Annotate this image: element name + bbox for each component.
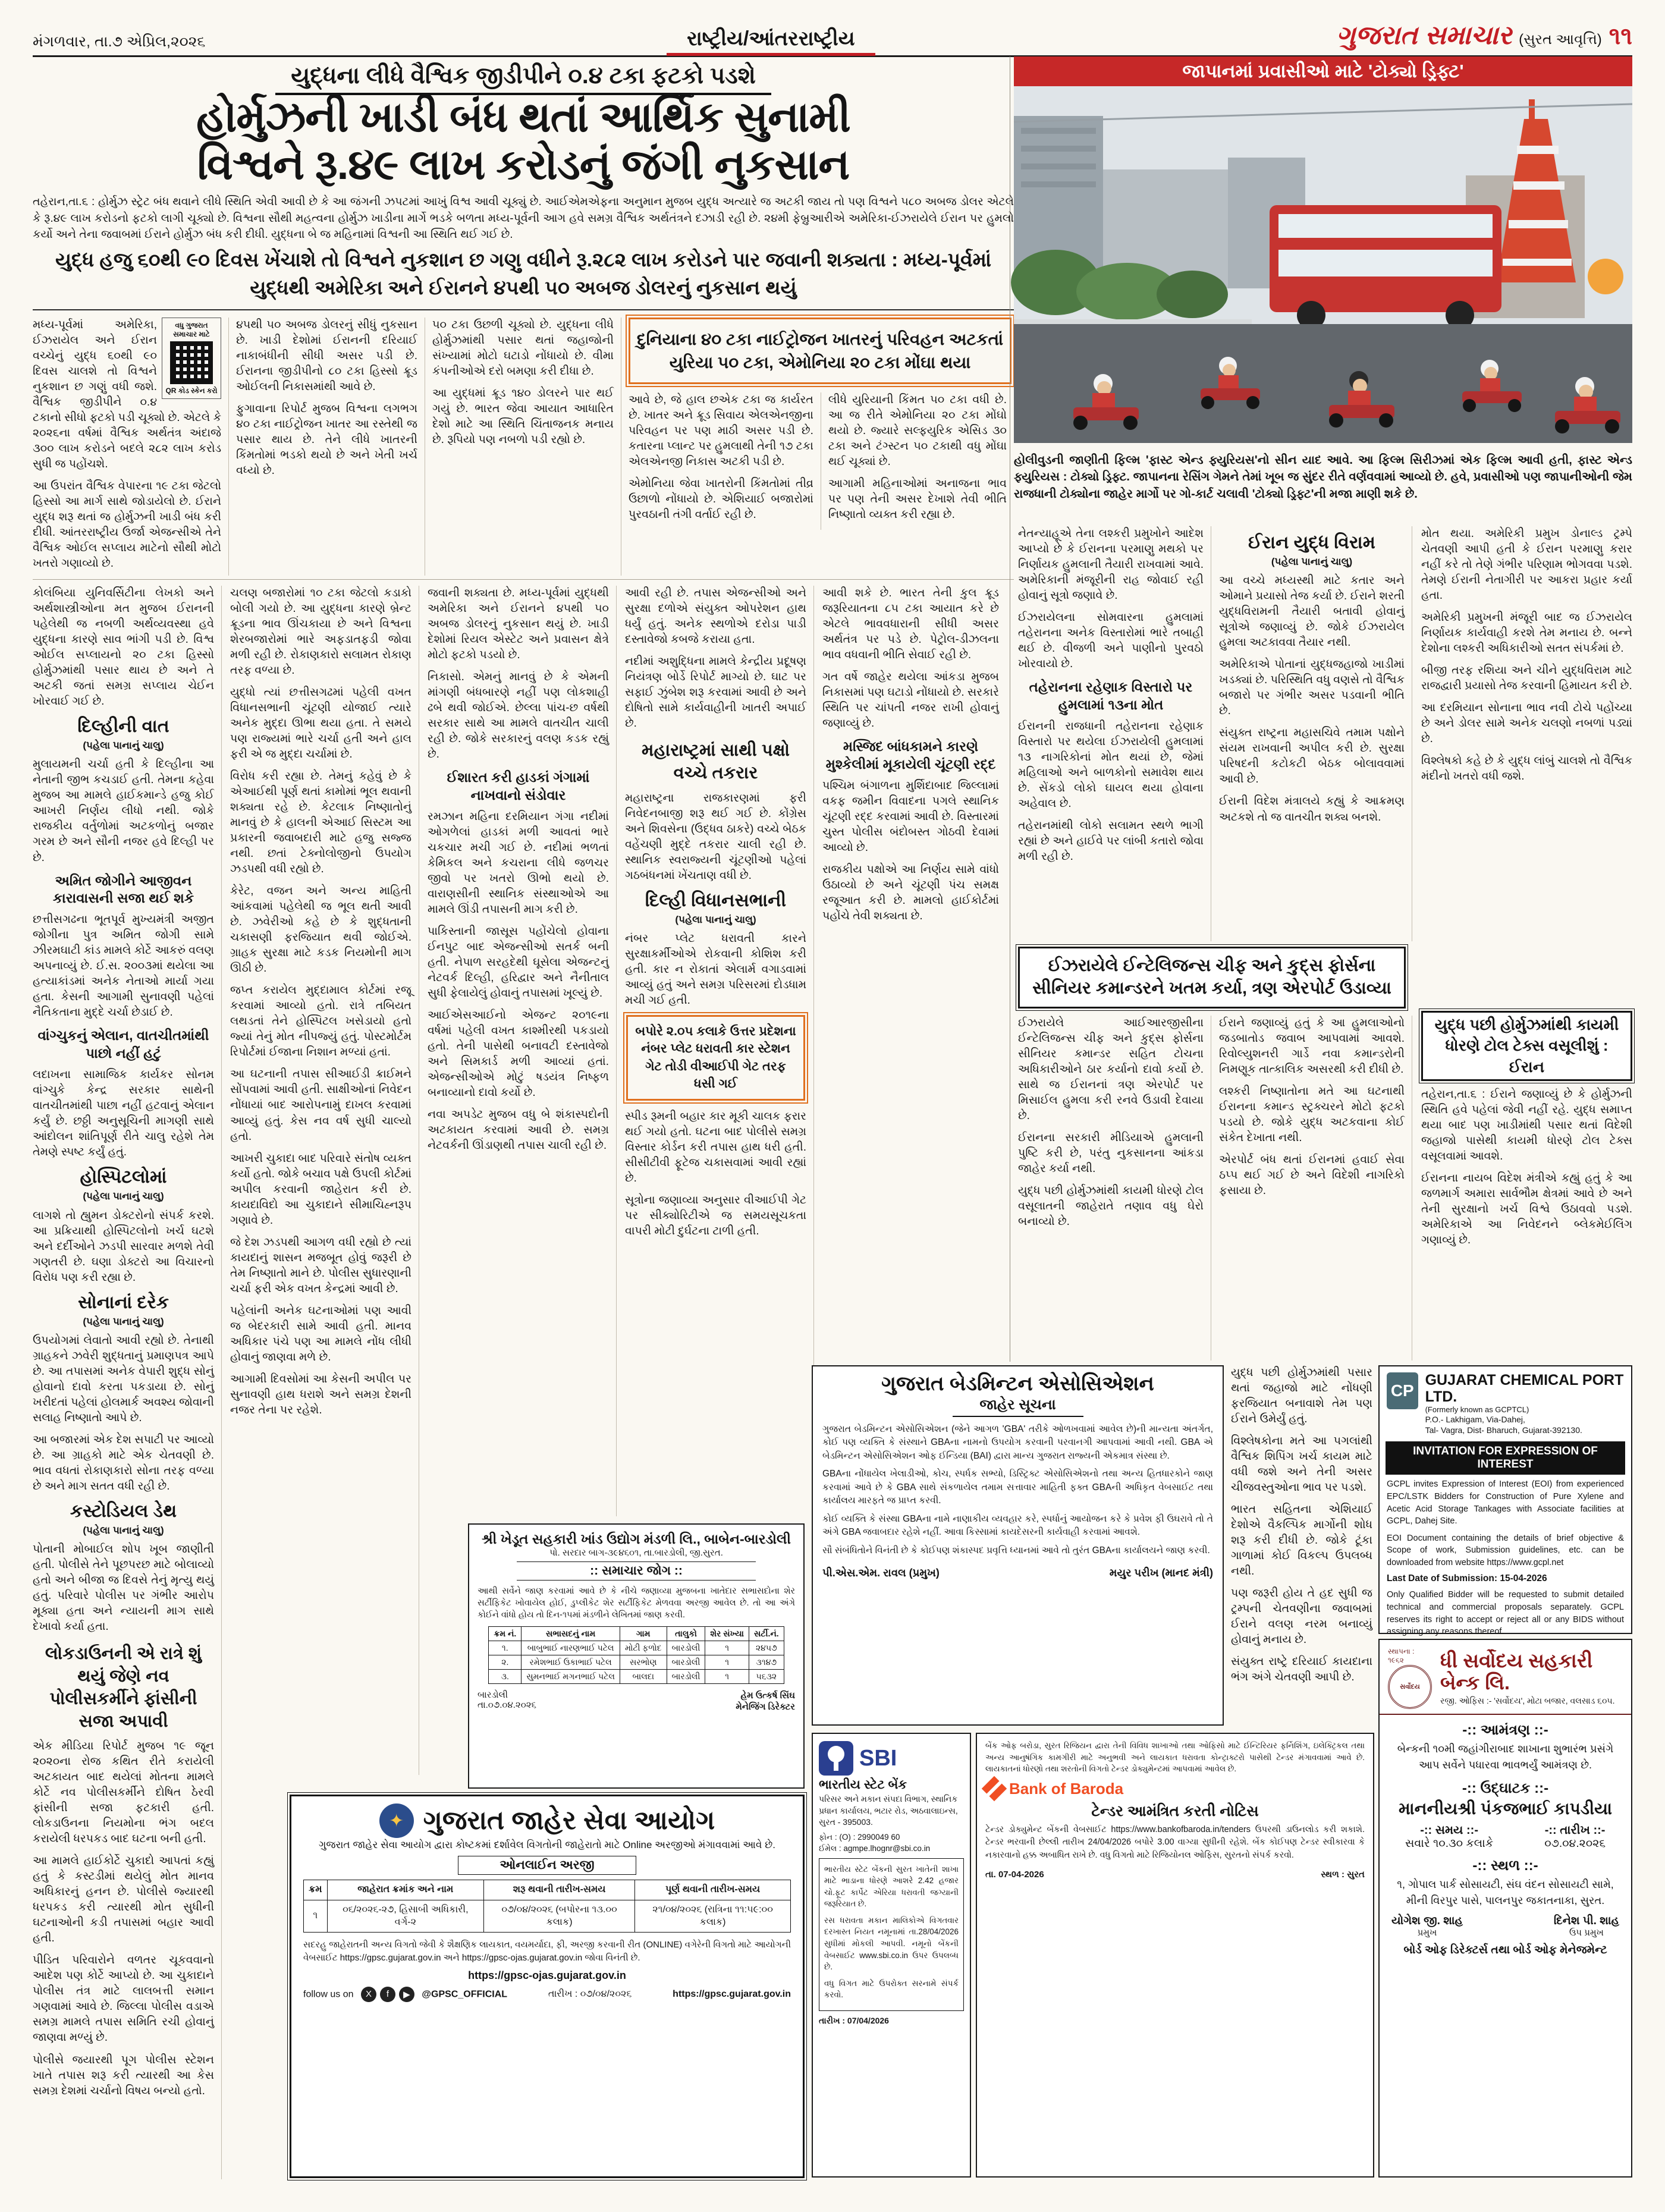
article-paragraph: પીડિત પરિવારોને વળતર ચૂકવવાનો આદેશ પણ કોર્ટે આપ્યો છે. આ ચુકાદાને પોલીસ તંત્ર માટે લાલબત્તી સમાન ગણવામાં આવે છે. જિલ્લા પોલીસ વડાએ સમગ્ર મામલે તપાસ સમિતિ રચી હોવાનું જાણવા મળ્યું છે.	[33, 1954, 214, 2044]
gcpl-eoi-bar: INVITATION FOR EXPRESSION OF INTEREST	[1386, 1441, 1625, 1475]
article-paragraph: સંયુક્ત રાષ્ટ્રના મહાસચિવે તમામ પક્ષોને સંયમ રાખવાની અપીલ કરી છે. સુરક્ષા પરિષદની કટોકટી બેઠક બોલાવવામાં આવી છે.	[1219, 727, 1405, 786]
article-paragraph: નંબર પ્લેટ ધરાવતી કારને સુરક્ષાકર્મીઓએ રોકવાની કોશિશ કરી હતી. કાર ન રોકાતાં એલાર્મ વગાડવામાં આવ્યું હતું અને સમગ્ર પરિસરમાં દોડધામ મચી ગઈ હતી.	[625, 932, 806, 1007]
israel-strike-column-1	[1018, 1016, 1211, 1360]
table-header: સભાસદનું નામ	[522, 1626, 620, 1641]
gpsc-date: તારીખ : ૦૭/૦૪/૨૦૨૬	[548, 1988, 632, 1999]
sarvodaya-president-name: યોગેશ જી. શાહ	[1391, 1915, 1463, 1927]
continued-from-front-label: (પહેલા પાનાનું ચાલુ)	[83, 1315, 164, 1327]
sarvodaya-vice-president-role: ઉપ પ્રમુખ	[1569, 1928, 1604, 1938]
sbi-bank-name: ભારતીય સ્ટેટ બેંક	[819, 1778, 907, 1792]
table-cell: બારડોલી	[667, 1669, 705, 1683]
article-paragraph: છત્તીસગઢના ભૂતપૂર્વ મુખ્યમંત્રી અજીત જોગીના પુત્ર અમિત જોગી સામે ઝીરમઘાટી કાંડ મામલે કોર્ટે આકરું વલણ અપનાવ્યું છે. ઈ.સ. ૨૦૦૩માં થયેલા આ હત્યાકાંડમાં અનેક નેતાઓ માર્યા ગયા હતા. કેસની આગામી સુનાવણી પહેલાં નૈતિકતાના મુદ્દે ચર્ચા છેડાઈ છે.	[33, 913, 214, 1019]
table-cell: ૦૭/૦૪/૨૦૨૬ (બપોરના ૧૩.૦૦ કલાક)	[484, 1900, 635, 1933]
article-paragraph: ચલણ બજારોમાં ૧૦ ટકા જેટલો કડાકો બોલી ગયો છે. આ યુદ્ધના કારણે બ્રેન્ટ ક્રૂડના ભાવ ઊંચકાયા છે અને વિશ્વના શેરબજારોમાં ભારે અફડાતફડી જોવા મળી રહી છે. રોકાણકારો સલામત રોકાણ તરફ વળ્યા છે.	[230, 587, 411, 677]
article-paragraph: આ ઘટનાની તપાસ સીઆઈડી ક્રાઈમને સોંપવામાં આવી હતી. સાક્ષીઓનાં નિવેદન નોંધાયાં બાદ આરોપનામું દાખલ કરવામાં આવ્યું હતું. કેસ નવ વર્ષ સુધી ચાલ્યો હતો.	[230, 1068, 411, 1143]
bob-place: સ્થળ : સુરત	[1321, 1869, 1365, 1880]
article-paragraph: પોલીસે જયારથી પૂગ પોલીસ સ્ટેશન ખાતે તપાસ શરૂ કરી ત્યારથી આ કેસ સમગ્ર દેશમાં ચર્ચાનો વિષય બન્યો હતો.	[33, 2053, 214, 2097]
right-column-a	[1018, 526, 1211, 941]
article-paragraph: લશ્કરી નિષ્ણાતોના મતે આ ઘટનાથી ઈરાનના કમાન્ડ સ્ટ્રક્ચરને મોટો ફટકો પડયો છે. જોકે યુદ્ધ અટકવાના કોઈ સંકેત દેખાતા નથી.	[1219, 1085, 1405, 1145]
article-paragraph: લીધે યુરિયાની કિંમત ૫૦ ટકા વધી છે. આ જ રીતે એમોનિયા ૨૦ ટકા મોંઘો થયો છે. જ્યારે સલ્ફયુરિક એસિડ ૩૦ ટકા અને ટંગ્સ્ટન ૫૦ ટકાથી વધુ મોંઘા થઈ ચૂક્યાં છે.	[828, 394, 1007, 469]
table-cell: ૩.	[489, 1669, 522, 1683]
right-column-b	[1219, 526, 1412, 941]
sugar-place: બારડોલી	[477, 1689, 508, 1700]
continued-from-front-label: (પહેલા પાનાનું ચાલુ)	[83, 740, 164, 752]
sarvodaya-invitation-heading: -:: આમંત્રણ ::-	[1462, 1722, 1548, 1738]
facebook-icon: f	[380, 1987, 395, 2002]
gcpl-last-date: Last Date of Submission: 15-04-2026	[1387, 1573, 1547, 1584]
article-paragraph: નેતન્યાહૂએ તેના લશ્કરી પ્રમુખોને આદેશ આપ્યો છે કે ઈરાનના પરમાણુ મથકો પર નિર્ણાયક હુમલાની તૈયારી રાખવામાં આવે. અમેરિકાની મંજૂરીની રાહ જોવાઈ રહી હોવાનું સૂત્રો જણાવે છે.	[1018, 527, 1204, 602]
article-paragraph: વિશ્લેષકો કહે છે કે યુદ્ધ લાંબું ચાલશે તો વૈશ્વિક મંદીનો ખતરો વધી જશે.	[1421, 755, 1632, 783]
gcpl-paragraph-3: Only Qualified Bidder will be requested to submit detailed technical and commercial proposals separately. GCPL reserves its right to accept or reject all or any BIDS without assigning any reasons thereof.	[1387, 1590, 1624, 1637]
article-paragraph: જપ્ત કરાયેલ મુદ્દામાલ કોર્ટમાં રજૂ કરવામાં આવ્યો હતો. રાત્રે તબિયત લથડતાં તેને હોસ્પિટલ ખસેડાયો હતો જ્યાં તેનું મોત નીપજ્યું હતું. પોસ્ટમોર્ટમ રિપોર્ટમાં ઈજાના નિશાન મળ્યાં હતાં.	[230, 984, 411, 1059]
ad-paragraph: કોઈ વ્યક્તિ કે સંસ્થા GBAના નામે નાણાકીય વ્યવહાર કરે, સ્પર્ધાનું આયોજન કરે કે પ્રવેશ ફી ઉઘરાવે તો તે અંગે GBA જવાબદાર રહેશે નહીં. આવા કિસ્સામાં કાયદેસરની કાર્યવાહી કરવામાં આવશે.	[822, 1513, 1213, 1538]
article-paragraph: કેરેટ, વજન અને અન્ય માહિતી આંકવામાં પહેલેથી જ ભૂલ થતી આવી છે. ઝવેરીઓ કહે છે કે શુદ્ધતાની ચકાસણી ફરજિયાત થવી જોઈએ. ગ્રાહક સુરક્ષા માટે કડક નિયમોની માગ ઊઠી છે.	[230, 885, 411, 975]
table-header: જાહેરાત ક્રમાંક અને નામ	[327, 1880, 483, 1900]
mid-column-1	[33, 586, 222, 2179]
article-paragraph: વિશ્લેષકોના મતે આ પગલાંથી વૈશ્વિક શિપિંગ ખર્ચ કાયમ માટે વધી જશે અને તેની અસર ચીજવસ્તુઓના ભાવ પર પડશે.	[1231, 1435, 1372, 1494]
table-cell: ૧	[705, 1641, 749, 1655]
article-paragraph: ઈરાને જણાવ્યું હતું કે આ હુમલાઓનો જડબાતોડ જવાબ આપવામાં આવશે. રિવોલ્યુશનરી ગાર્ડે નવા કમાન્ડરોની નિમણૂક તાત્કાલિક અસરથી કરી દીધી છે.	[1219, 1017, 1405, 1076]
sugar-notice-text: આથી સર્વેને જાણ કરવામાં આવે છે કે નીચે જણાવ્યા મુજબના ખાતેદાર સભાસદોના શેર સર્ટીફિકેટ ખોવાયેલ હોઈ, ડુપ્લીકેટ શેર સર્ટીફિકેટ મેળવવા અરજી આવેલ છે. તો આ અંગે કોઈને વાંધો હોય તો દિન-૧૫માં મંડળીને લેખિતમાં જાણ કરવી.	[477, 1586, 795, 1620]
sbi-notice-body	[819, 1858, 964, 2011]
continued-from-front-label: (પહેલા પાનાનું ચાલુ)	[83, 1190, 164, 1202]
badminton-sign-secretary: મયુર પરીખ (માનદ મંત્રી)	[1109, 1567, 1213, 1579]
ad-paragraph: GBAના નોંધાયેલ ખેલાડીઓ, કોચ, સ્પર્ધક સભ્યો, ડિસ્ટ્રિક્ટ એસોસિએશનો તથા અન્ય હિતધારકોને જાણ કરવામાં આવે છે કે GBA સાથે સંકળાયેલ તમામ સત્તાવાર માહિતી ફક્ત GBAની અધિકૃત વેબસાઈટ તથા કાર્યાલય મારફતે જ પ્રાપ્ત કરવી.	[822, 1469, 1213, 1506]
article-paragraph: ઉપયોગમાં લેવાતો આવી રહ્યો છે. તેનાથી ગ્રાહકને ઝવેરી શુદ્ધતાનું પ્રમાણપત્ર આપે છે. આ તપાસમાં અનેક વેપારી શુદ્ધ સોનું હોવાનો દાવો કરતા પકડાયા છે. સોનું ખરીદતાં પહેલાં હોલમાર્ક અવશ્ય જોવાની સલાહ નિષ્ણાતો આપે છે.	[33, 1334, 214, 1424]
article-paragraph: ઈરાનના નાયબ વિદેશ મંત્રીએ કહ્યું હતું કે આ જળમાર્ગ અમારા સાર્વભૌમ ક્ષેત્રમાં આવે છે અને તેની સુરક્ષાનો ખર્ચ વિશ્વે ઉઠાવવો પડશે. અમેરિકાએ આ નિવેદનને બ્લેકમેઈલિંગ ગણાવ્યું છે.	[1421, 1172, 1632, 1247]
table-cell: ૧	[304, 1900, 328, 1933]
table-cell: ૨૧/૦૪/૨૦૨૬ (રાત્રિના ૧૧:૫૯:૦૦ કલાક)	[635, 1900, 791, 1933]
gcpl-paragraph-1: GCPL invites Expression of Interest (EOI) from experienced EPC/LSTK Bidders for Construction of Pure Xylene and Acetic Acid Storage Tankages with Associate facilities at GCPL, Dahej Site.	[1387, 1479, 1624, 1526]
sarvodaya-date-value: ૦૭.૦૪.૨૦૨૬	[1544, 1837, 1606, 1850]
table-header: ક્રમ નં.	[489, 1626, 522, 1641]
table-header: પૂર્ણ થવાની તારીખ-સમય	[635, 1880, 791, 1900]
article-paragraph: વિરોધ કરી રહ્યા છે. તેમનું કહેવું છે કે એઆઈથી પૂર્ણ થતાં કામોમાં ભૂલ થવાની શક્યતા રહે છે. કેટલાક નિષ્ણાતોનું માનવું છે કે હાલની એઆઈ સિસ્ટમ આ પ્રકારની જવાબદારી માટે હજુ સજ્જ નથી. છતાં ટેક્નોલોજીનો ઉપયોગ ઝડપથી વધી રહ્યો છે.	[230, 770, 411, 876]
table-cell: બારડોલી	[667, 1655, 705, 1669]
sarvodaya-time-value: સવારે ૧૦.૩૦ કલાકે	[1405, 1837, 1494, 1850]
table-cell: બારડોલી	[667, 1641, 705, 1655]
sbi-department: પરિસર અને મકાન સંપદા વિભાગ, સ્થાનિક પ્રધાન કાર્યાલય, ભટાર રોડ, અઠવાલાઇન્સ, સુરત - 395003.	[819, 1794, 958, 1827]
article-paragraph: નવા અપડેટ મુજબ વધુ બે શંકાસ્પદોની અટકાયત કરવામાં આવી છે. સમગ્ર નેટવર્કની ઊંડાણથી તપાસ ચાલી રહી છે.	[428, 1108, 609, 1152]
article-heading: ઈરાન યુદ્ધ વિરામ	[1248, 533, 1375, 552]
badminton-title: ગુજરાત બેડમિન્ટન એસોસિએશન	[881, 1372, 1154, 1395]
article-paragraph: આ યુદ્ધમાં ક્રૂડ ૧૪૦ ડોલરને પાર થઈ ગયું છે. ભારત જેવા આયાત આધારિત દેશો માટે આ સ્થિતિ ચિંતાજનક મનાય છે. રૂપિયો પણ નબળો પડી રહ્યો છે.	[432, 387, 614, 447]
mid-column-2	[230, 586, 419, 1775]
ad-paragraph: રસ ધરાવતા મકાન માલિકોએ વિગતવાર દરખાસ્ત નિયત નમૂનામાં તા.28/04/2026 સુધીમાં મોકલી આપવી. નમૂનો બેંકની વેબસાઈટ www.sbi.co.in ઉપર ઉપલબ્ધ છે.	[824, 1915, 959, 1972]
article-paragraph: યુદ્ધ પછી હોર્મુઝમાંથી પસાર થતાં જહાજો માટે નોંધણી ફરજિયાત બનાવાશે તેમ પણ ઈરાને ઉમેર્યું હતું.	[1231, 1366, 1372, 1426]
page-number: ૧૧	[1609, 23, 1632, 49]
bob-date: તા. 07-04-2026	[985, 1869, 1044, 1880]
sbi-wordmark: SBI	[859, 1745, 897, 1771]
sarvodaya-venue-value: ૧, ગોપાલ પાર્ક સોસાયટી, સંઘ વંદન સોસાયટી સામે, મીની વિરપુર પાસે, પાલનપુર જકાતનાકા, સુરત.	[1397, 1878, 1614, 1906]
article-paragraph: જે દેશ ઝડપથી આગળ વધી રહ્યો છે ત્યાં કાયદાનું શાસન મજબૂત હોવું જરૂરી છે તેમ નિષ્ણાતો માને છે. પોલીસ સુધારણાની ચર્ચા ફરી એક વખત કેન્દ્રમાં આવી છે.	[230, 1236, 411, 1295]
ad-paragraph: સૌ સંબંધિતોને વિનંતી છે કે કોઈપણ શંકાસ્પદ પ્રવૃત્તિ ધ્યાનમાં આવે તો તુરંત GBAના કાર્યાલયને જાણ કરવી.	[822, 1545, 1210, 1556]
lead-headline-line1: હોર્મુઝની ખાડી બંધ થતાં આર્થિક સુનામી	[196, 94, 850, 141]
article-paragraph: પહેલાંની અનેક ઘટનાઓમાં પણ આવી જ બેદરકારી સામે આવી હતી. માનવ અધિકાર પંચે પણ આ મામલે નોંધ લીધી હોવાનું જાણવા મળે છે.	[230, 1304, 411, 1363]
badminton-sign-president: પી.એસ.એમ. રાવલ (પ્રમુખ)	[822, 1567, 940, 1579]
article-paragraph: પણ જરૂરી હોય તે હદ સુધી જ ટ્રમ્પની ચેતવણીના જવાબમાં ઈરાને વલણ નરમ બનાવ્યું હોવાનું મનાય છે.	[1231, 1587, 1372, 1647]
article-paragraph: નદીમાં અશુદ્ધિના મામલે કેન્દ્રીય પ્રદૂષણ નિયંત્રણ બોર્ડે રિપોર્ટ માગ્યો છે. ઘાટ પર સફાઈ ઝુંબેશ શરૂ કરવામાં આવી છે અને દોષિતો સામે કાર્યવાહીની ખાતરી અપાઈ છે.	[625, 655, 806, 730]
sugar-signatory-role: મેનેજિંગ ડિરેક્ટર	[736, 1702, 795, 1713]
sugar-signatory-name: હેમ ઉત્કર્ષ સિંઘ	[740, 1690, 795, 1701]
article-headline: મહારાષ્ટ્રમાં સાથી પક્ષો વચ્ચે તકરાર	[642, 741, 790, 783]
article-paragraph: તહેરાન,તા.૬ : ઈરાને જણાવ્યું છે કે હોર્મુઝની સ્થિતિ હવે પહેલાં જેવી નહીં રહે. યુદ્ધ સમાપ્ત થયા બાદ પણ ખાડીમાંથી પસાર થતાં વિદેશી જહાજો પાસેથી કાયમી ધોરણે ટોલ ટેક્સ વસૂલવામાં આવશે.	[1421, 1088, 1632, 1163]
gpsc-social-handle: @GPSC_OFFICIAL	[422, 1989, 508, 2000]
gcpl-ad	[1378, 1365, 1632, 1637]
table-cell: ૧.	[489, 1641, 522, 1655]
mid-column-4	[625, 586, 814, 1516]
bob-wordmark: Bank of Baroda	[1009, 1779, 1124, 1798]
lead-intro: તહેરાન,તા.૬ : હોર્મુઝ સ્ટ્રેટ બંધ થવાને લીધે સ્થિતિ એવી આવી છે કે આ જંગની ઝપટમાં આખું વિશ્વ આવી ચૂક્યું છે. આઈએમએફના અનુમાન મુજબ યુદ્ધ અત્યારે જ અટકી જાય તો પણ વિશ્વને ૫૮૦ અબજ ડોલર એટલે કે રૂ.૪૯ લાખ કરોડનો ફટકો લાગી ચૂક્યો છે. વિશ્વના સૌથી મહત્વના હોર્મુઝ ખાડીના માર્ગે ભડકે બળતા મધ્ય-પૂર્વની આગ હવે સમગ્ર વૈશ્વિક અર્થતંત્રને દઝાડી રહી છે. ૨૪મી ફેબ્રુઆરીએ અમેરિકા-ઈઝરાયેલે ઈરાન પર હુમલો કર્યો અને તેના જવાબમાં ઈરાને હોર્મુઝ બંધ કરી દીધી. યુદ્ધના બે જ મહિનામાં વિશ્વની આ સ્થિતિ થઈ ગઈ છે.	[33, 196, 1014, 241]
table-cell: ૩૧૪૭	[749, 1655, 784, 1669]
lead-column-4	[629, 392, 821, 529]
article-paragraph: પોતાની મોબાઈલ શોપ ખૂબ જાણીતી હતી. પોલીસે તેને પૂછપરછ માટે બોલાવ્યો હતો અને બીજા જ દિવસે તેનું મૃત્યુ થયું હતું. પરિવારે પોલીસ પર ગંભીર આરોપ મૂક્યા હતા અને ન્યાયની માગ સાથે દેખાવો કર્યા હતા.	[33, 1543, 214, 1633]
sarvodaya-established: સ્થાપના : ૧૯૬૨	[1388, 1647, 1415, 1664]
article-paragraph: એક મીડિયા રિપોર્ટ મુજબ ૧૯ જૂન ૨૦૨૦ના રોજ કથિત રીતે કરાયેલી અટકાયત બાદ થયેલાં મોતના મામલે કોર્ટે નવ પોલીસકર્મીને દોષિત ઠેરવી ફાંસીની સજા ફટકારી હતી. લોકડાઉનના નિયમોના ભંગ બદલ કરાયેલી ધરપકડ બાદ ઘટના બની હતી.	[33, 1740, 214, 1846]
article-paragraph: કોલંબિયા યુનિવર્સિટીના લેખકો અને અર્થશાસ્ત્રીઓના મત મુજબ ઈરાનની પહેલેથી જ નબળી અર્થવ્યવસ્થા હવે યુદ્ધના કારણે સાવ ભાંગી પડી છે. વિશ્વ ઓઈલ સપ્લાયનો ૨૦ ટકા હિસ્સો હોર્મુઝમાંથી પસાર થાય છે અને તે અટકી જતાં સમગ્ર સપ્લાય ચેઈન ખોરવાઈ ગઈ છે.	[33, 587, 214, 708]
lead-column-3	[425, 318, 621, 576]
article-paragraph: આવી શકે છે. ભારત તેની કુલ ક્રૂડ જરૂરિયાતના ૮૫ ટકા આયાત કરે છે એટલે ભાવવધારાની સીધી અસર અર્થતંત્ર પર પડે છે. પેટ્રોલ-ડીઝલના ભાવ વધવાની ભીતિ સેવાઈ રહી છે.	[822, 587, 999, 662]
article-paragraph: એરપોર્ટ બંધ થતાં ઈરાનમાં હવાઈ સેવા ઠપ્પ થઈ ગઈ છે અને વિદેશી નાગરિકો ફસાયા છે.	[1219, 1154, 1405, 1198]
article-paragraph: ગત વર્ષે જાહેર થયેલા આંકડા મુજબ નિકાસમાં પણ ઘટાડો નોંધાયો છે. સરકારે સ્થિતિ પર ચાંપતી નજર રાખી હોવાનું જણાવ્યું છે.	[822, 671, 999, 730]
gpsc-online-application-bar: ઓનલાઈન અરજી	[458, 1856, 636, 1875]
highlight-box: બપોરે ૨.૦૫ કલાકે ઉત્તર પ્રદેશના નંબર પ્લેટ ધરાવતી કાર સ્ટેશન ગેટ તોડી વીઆઈપી ગેટ તરફ ધસી ગઈ	[626, 1015, 805, 1101]
sarvodaya-bank-ad	[1378, 1639, 1632, 2178]
gpsc-note: સદરહુ જાહેરાતની અન્ય વિગતો જેવી કે શૈક્ષણિક લાયકાત, વયમર્યાદા, ફી, અરજી કરવાની રીત (ONLINE) વગેરેની વિગતો માટે આયોગની વેબસાઈટ https://gpsc.gujarat.gov.in અને https://gpsc-ojas.gujarat.gov.in જોવા વિનંતી છે.	[303, 1940, 791, 1963]
ad-paragraph: ભારતીય સ્ટેટ બેંકની સુરત ખાતેની શાખા માટે ભાડાના ધોરણે આશરે 2.42 હજાર ચો.ફૂટ કાર્પેટ એરિયા ધરાવતી જગ્યાની જરૂરિયાત છે.	[824, 1864, 959, 1909]
table-row	[304, 1900, 791, 1933]
article-paragraph: મહારાષ્ટ્રના રાજકારણમાં ફરી નિવેદનબાજી શરૂ થઈ ગઈ છે. કોંગ્રેસ અને શિવસેના (ઉદ્ધવ ઠાકરે) વચ્ચે બેઠક વહેંચણી મુદ્દે તકરાર ચાલી રહી છે. સ્થાનિક સ્વરાજ્યની ચૂંટણીઓ પહેલાં ગઠબંધનમાં ખેંચતાણ વધી છે.	[625, 791, 806, 882]
israel-strike-headline-box: ઈઝરાયેલે ઈન્ટેલિજન્સ ચીફ અને કુદ્સ ફોર્સના સીનિયર કમાન્ડરને ખતમ કર્યા, ત્રણ એરપોર્ટ ઉડાવ્યા	[1018, 947, 1406, 1008]
article-paragraph: ભારત સહિતના એશિયાઈ દેશોએ વૈકલ્પિક માર્ગોની શોધ શરૂ કરી દીધી છે. જોકે ટૂંકા ગાળામાં કોઈ વિકલ્પ ઉપલબ્ધ નથી.	[1231, 1503, 1372, 1578]
article-paragraph: જવાની શક્યતા છે. મધ્ય-પૂર્વમાં યુદ્ધથી અમેરિકા અને ઈરાનને ૪૫થી ૫૦ અબજ ડોલરનું નુકસાન થયું છે. ખાડી દેશોમાં રિયલ એસ્ટેટ અને પ્રવાસન ક્ષેત્રે મોટો ફટકો પડયો છે.	[428, 587, 609, 662]
sarvodaya-date-label: -:: તારીખ ::-	[1544, 1824, 1606, 1837]
gpsc-intro: ગુજરાત જાહેર સેવા આયોગ દ્વારા કોષ્ટકમાં દર્શાવેલ વિગતોની જાહેરાતો માટે Online અરજીઓ મંગાવવામાં આવે છે.	[318, 1839, 776, 1850]
gcpl-address-line2: Tal- Vagra, Dist- Bharuch, Gujarat-392130.	[1425, 1425, 1582, 1435]
sbi-date: તારીખ : 07/04/2026	[819, 2015, 889, 2025]
continued-from-front-label: (પહેલા પાનાનું ચાલુ)	[675, 913, 756, 925]
badminton-subtitle: જાહેર સૂચના	[953, 1397, 1083, 1417]
table-row	[489, 1655, 784, 1669]
article-paragraph: આગામી દિવસોમાં આ કેસની અપીલ પર સુનાવણી હાથ ધરાશે અને સમગ્ર દેશની નજર તેના પર રહેશે.	[230, 1372, 411, 1416]
table-header: તાલુકો	[667, 1626, 705, 1641]
article-paragraph: યુદ્ધો ત્યાં છત્તીસગઢમાં પહેલી વખત વિધાનસભાની ચૂંટણી યોજાઈ ત્યારે અનેક મુદ્દા ઊભા થયા હતા. તે સમયે પણ રાજ્યમાં ભારે ચર્ચા હતી અને હાલ ફરી એ જ મુદ્દા ચર્ચામાં છે.	[230, 686, 411, 761]
article-paragraph: આવે છે, જે હાલ છએક ટકા જ કાર્યરત છે. ખાતર અને ક્રૂડ સિવાય એલએનજીના પરિવહન પર પણ માઠી અસર પડી છે. કતારના પ્લાન્ટ પર હુમલાથી તેની ૧૭ ટકા એલએનજી નિકાસ અટકી પડી છે.	[629, 394, 813, 469]
israel-strike-column-2	[1219, 1016, 1412, 1360]
toll-tax-column	[1421, 1087, 1632, 1360]
gpsc-advert-table	[303, 1880, 791, 1933]
table-header: શેર સંખ્યા	[705, 1626, 749, 1641]
table-header: સર્ટી.નં.	[749, 1626, 784, 1641]
article-paragraph: મુલાયમની ચર્ચા હતી કે દિલ્હીના આ નેતાની જીભ કચડાઈ હતી. તેમના કહેવા મુજબ આ મામલે હાઈકમાન્ડે હજુ કોઈ આખરી નિર્ણય લીધો નથી. જોકે રાજકીય વર્તુળોમાં અટકળોનું બજાર ગરમ છે અને સૌની નજર હવે દિલ્હી પર છે.	[33, 758, 214, 864]
article-paragraph: મધ્ય-પૂર્વમાં અમેરિકા, ઈઝરાયેલ અને ઈરાન વચ્ચેનું યુદ્ધ ૬૦થી ૯૦ દિવસ ચાલશે તો વિશ્વને નુકશાન છ ગણું વધી જશે. વૈશ્વિક જીડીપીને ૦.૪ ટકાનો સીધો ફટકો પડી ચૂક્યો છે. એટલે કે ૨૦૨૬ના વર્ષમાં વૈશ્વિક અર્થતંત્ર અંદાજે ૩૦૦ લાખ કરોડને બદલે ૨૮૨ લાખ કરોડ સુધી જ પહોંચશે.	[33, 319, 221, 471]
gpsc-website-url: https://gpsc.gujarat.gov.in	[673, 1988, 791, 1999]
article-paragraph: સૂત્રોના જણાવ્યા અનુસાર વીઆઈપી ગેટ પર સીક્યોરિટીએ જ સમયસૂચકતા વાપરી મોટી દુર્ઘટના ટાળી હતી.	[625, 1193, 806, 1237]
gpsc-ojas-url: https://gpsc-ojas.gujarat.gov.in	[468, 1969, 626, 1981]
table-header: ક્રમ	[304, 1880, 328, 1900]
photo-block	[1014, 56, 1632, 520]
photo-banner: જાપાનમાં પ્રવાસીઓ માટે 'ટોક્યો ડ્રિફ્ટ'	[1014, 56, 1632, 86]
divider-under-lead	[33, 579, 1014, 580]
article-paragraph: મોત થયા. અમેરિકી પ્રમુખ ડોનાલ્ડ ટ્રમ્પે ચેતવણી આપી હતી કે ઈરાન પરમાણુ કરાર નહીં કરે તો તેણે ગંભીર પરિણામ ભોગવવા પડશે. તેમણે ઈરાની નેતાગીરી પર આકરા પ્રહાર કર્યા હતા.	[1421, 527, 1632, 602]
article-paragraph: ઈરાની વિદેશ મંત્રાલયે કહ્યું કે આક્રમણ અટકશે તો જ વાતચીત શક્ય બનશે.	[1219, 795, 1405, 824]
lead-column-group	[621, 318, 1014, 576]
gpsc-emblem-icon: ✦	[379, 1803, 414, 1838]
lead-column-2	[229, 318, 425, 576]
sugar-notice-heading: :: સમાચાર જોગ ::	[517, 1561, 756, 1581]
article-paragraph: આવી રહી છે. તપાસ એજન્સીઓ અને સુરક્ષા દળોએ સંયુક્ત ઓપરેશન હાથ ધર્યું હતું. અનેક સ્થળોએ દરોડા પાડી દસ્તાવેજો કબજે કરાયા હતા.	[625, 587, 806, 646]
lead-column-1	[33, 318, 229, 576]
sarvodaya-registered-office: રજી. ઓફિસ :- 'સર્વોદય', મોટા બજાર, વલસાડ ૬૦૫.	[1440, 1695, 1615, 1705]
sarvodaya-invitation-text: બેન્કની ૧૦મી જહાંગીરાબાદ શાખાના શુભારંભ પ્રસંગે આપ સર્વેને પધારવા ભાવભર્યું આમંત્રણ છે.	[1397, 1743, 1614, 1771]
mid-column-3	[428, 586, 617, 1516]
right-column-c	[1421, 526, 1632, 1007]
table-row	[489, 1641, 784, 1655]
article-paragraph: નિકાસો. એમનું માનવું છે કે એમની માંગણી બંધબારણે નહીં પણ લોકશાહી ઢબે થવી જોઈએ. છેલ્લા પાંચ-છ વર્ષથી સરકાર સાથે આ મામલે વાતચીત ચાલી રહી છે. જોકે સરકારનું વલણ કડક રહ્યું છે.	[428, 671, 609, 761]
sbi-email: ઈમેલ : agmpe.lhognr@sbi.co.in	[819, 1843, 931, 1853]
continued-from-front-label: (પહેલા પાનાનું ચાલુ)	[1271, 556, 1353, 567]
article-heading: સોનાનાં દરેક	[78, 1292, 169, 1312]
sugar-coop-name: શ્રી ખેડૂત સહકારી ખાંડ ઉદ્યોગ મંડળી લિ., બાબેન-બારડોલી	[481, 1531, 791, 1547]
article-paragraph: ઈરાનની રાજધાની તહેરાનના રહેણાક વિસ્તારો પર થયેલા ઈઝરાયેલી હુમલામાં ૧૩ નાગરિકોનાં મોત થયાં છે, જેમાં મહિલાઓ અને બાળકોનો સમાવેશ થાય છે. સેંકડો લોકો ઘાયલ થયા હોવાના અહેવાલ છે.	[1018, 719, 1204, 810]
article-paragraph: આઈએસઆઈનો એજન્ટ ૨૦૧૯ના વર્ષમાં પહેલી વખત કાશ્મીરથી પકડાયો હતો. તેની પાસેથી બનાવટી દસ્તાવેજો અને સિમકાર્ડ મળી આવ્યાં હતાં. એજન્સીઓએ મોટું ષડયંત્ર નિષ્ફળ બનાવ્યાનો દાવો કર્યો છે.	[428, 1009, 609, 1099]
table-cell: ૧	[705, 1655, 749, 1669]
bob-logo-icon	[982, 1776, 1007, 1801]
table-cell: બાબુભાઈ નારણભાઈ પટેલ	[522, 1641, 620, 1655]
mid-column-5	[822, 586, 1005, 1356]
table-cell: ૨.	[489, 1655, 522, 1669]
article-paragraph: પાકિસ્તાની જાસૂસ પહોંચેલો હોવાના ઈનપુટ બાદ એજન્સીઓ સતર્ક બની હતી. નેપાળ સરહદેથી ઘૂસેલા એજન્ટનું નેટવર્ક દિલ્હી, હરિદ્વાર અને નૈનીતાલ સુધી ફેલાયેલું હોવાનું તપાસમાં ખૂલ્યું છે.	[428, 925, 609, 1000]
article-paragraph: ઈરાનના સરકારી મીડિયાએ હુમલાની પુષ્ટિ કરી છે, પરંતુ નુકસાનના આંકડા જાહેર કર્યા નથી.	[1018, 1132, 1204, 1176]
lead-headline	[33, 94, 1014, 188]
article-paragraph: ૪૫થી ૫૦ અબજ ડોલરનું સીધું નુકસાન છે. ખાડી દેશોમાં ઈરાનની દરિયાઈ નાકાબંધીની સીધી અસર પડી છે. ઈરાનના જીડીપીનો ૮૦ ટકા હિસ્સો ક્રૂડ ઓઈલની નિકાસમાંથી આવે છે.	[236, 319, 417, 394]
bob-notice-body: ટેન્ડર ડોક્યુમેન્ટ બેંકની વેબસાઈટ https://www.bankofbaroda.in/tenders ઉપરથી ડાઉનલોડ કરી શકાશે. ટેન્ડર ભરવાની છેલ્લી તારીખ 24/04/2026 બપોરે 3.00 વાગ્યા સુધીની રહેશે. બેંક કોઈપણ ટેન્ડર સ્વીકારવા કે નકારવાનો હક્ક અબાધિત રાખે છે. વધુ વિગતો માટે રિજિયોનલ ઓફિસ, સુરતનો સંપર્ક કરવો.	[985, 1824, 1365, 1861]
table-cell: સરભોણ	[620, 1655, 667, 1669]
article-paragraph: આ બજારમાં એક દેશ સપાટી પર આવ્યો છે. આ ગ્રાહકો માટે એક ચેતવણી છે. ભાવ વધતાં રોકાણકારો સોના તરફ વળ્યા છે અને માગ સતત વધી રહી છે.	[33, 1434, 214, 1493]
gcpl-paragraph-2: EOI Document containing the details of brief objective & Scope of work, Submission guidelines, etc. can be downloaded from website https://www.gcpl.net	[1387, 1533, 1624, 1567]
article-paragraph: અમેરિકી પ્રમુખની મંજૂરી બાદ જ ઈઝરાયેલ નિર્ણાયક કાર્યવાહી કરશે તેમ મનાય છે. બન્ને દેશોના લશ્કરી અધિકારીઓ સતત સંપર્કમાં છે.	[1421, 611, 1632, 655]
article-heading: કસ્ટોડિયલ ડેથ	[70, 1501, 177, 1522]
gpsc-follow-label: follow us on	[303, 1989, 354, 2000]
page-date: મંગળવાર, તા.૭ એપ્રિલ,૨૦૨૬	[33, 33, 206, 50]
sarvodaya-logo: સર્વોદય	[1388, 1665, 1432, 1709]
article-paragraph: ફુગાવાના રિપોર્ટ મુજબ વિશ્વના લગભગ ૪૦ ટકા નાઈટ્રોજન ખાતર આ રસ્તેથી જ પસાર થાય છે. તેને લીધે ખાતરની કિંમતોમાં ભડકો થયો છે અને ખેતી ખર્ચ વધ્યો છે.	[236, 403, 417, 477]
sbi-logo-icon	[819, 1741, 853, 1776]
article-headline: લોકડાઉનની એ રાત્રે શું થયું જેણે નવ પોલીસકર્મીને ફાંસીની સજા અપાવી	[45, 1644, 202, 1731]
article-paragraph: પશ્ચિમ બંગાળના મુર્શિદાબાદ જિલ્લામાં વકફ જમીન વિવાદના પગલે સ્થાનિક ચૂંટણી રદ્દ કરવામાં આવી છે. વિસ્તારમાં ચુસ્ત પોલીસ બંદોબસ્ત ગોઠવી દેવામાં આવ્યો છે.	[822, 779, 999, 854]
article-paragraph: અમેરિકાએ પોતાનાં યુદ્ધજહાજો ખાડીમાં ખડક્યાં છે. પરિસ્થિતિ વધુ વણસે તો વૈશ્વિક બજારો પર ગંભીર અસર પડવાની ભીતિ છે.	[1219, 658, 1405, 718]
table-cell: મોટી ફળોદ	[620, 1641, 667, 1655]
bob-pre-text: બેંક ઓફ બરોડા, સુરત રિજિયન દ્વારા તેની વિવિધ શાખાઓ તથા ઓફિસો માટે ઈન્ટિરિયર ફર્નિશિંગ, ઇલેક્ટ્રિકલ તથા અન્ય આનુષંગિક કામગીરી માટે અનુભવી અને લાયકાત ધરાવતા કોન્ટ્રાક્ટરો પાસેથી ટેન્ડર મંગાવવામાં આવે છે. લાયકાતનાં ધોરણો તથા શરતોની વિગતો ટેન્ડર ડોક્યુમેન્ટમાં આપવામાં આવેલ છે.	[985, 1741, 1365, 1774]
qr-label-bottom: QR કોડ સ્કેન કરો	[165, 387, 218, 395]
article-paragraph: લાગશે તો હ્યુમન ડોક્ટરોનો સંપર્ક કરશે. આ પ્રક્રિયાથી હોસ્પિટલોનો ખર્ચ ઘટશે અને દર્દીઓને ઝડપી સારવાર મળશે તેવી ગણતરી છે. ઘણા ડોક્ટરો આ વિચારનો વિરોધ પણ કરી રહ્યા છે.	[33, 1209, 214, 1284]
article-paragraph: એમોનિયા જેવા ખાતરોની કિંમતોમાં તીવ્ર ઉછાળો નોંધાયો છે. એશિયાઈ બજારોમાં પુરવઠાની તંગી વર્તાઈ રહી છે.	[629, 477, 813, 521]
gcpl-name: GUJARAT CHEMICAL PORT LTD.	[1425, 1372, 1624, 1405]
gpsc-ad	[290, 1795, 805, 2178]
badminton-notice-ad	[812, 1365, 1224, 1726]
article-paragraph: આ ઉપરાંત વૈશ્વિક વેપારના ૧૯ ટકા જેટલો હિસ્સો આ માર્ગ સાથે જોડાયેલો છે. ઈરાને યુદ્ધ શરૂ થતાં જ હોર્મુઝની ખાડી બંધ કરી દીધી. આંતરરાષ્ટ્રીય ઉર્જા એજન્સીએ તેને વૈશ્વિક ઓઈલ સપ્લાય માટેનો સૌથી મોટો ખતરો ગણાવ્યો છે.	[33, 480, 221, 570]
masthead: ગુજરાત સમાચાર	[1336, 21, 1512, 50]
article-paragraph: ઈઝરાયેલના સોમવારના હુમલામાં તહેરાનના અનેક વિસ્તારોમાં ભારે તબાહી થઈ છે. વીજળી અને પાણીનો પુરવઠો ખોરવાયો છે.	[1018, 611, 1204, 671]
table-cell: ૨૪૫૭	[749, 1641, 784, 1655]
right-tail-column	[1231, 1365, 1372, 1722]
nitrogen-headline-box: દુનિયાના ૪૦ ટકા નાઈટ્રોજન ખાતરનું પરિવહન અટકતાં યુરિયા ૫૦ ટકા, એમોનિયા ૨૦ ટકા મોંઘા થયા	[629, 318, 1011, 384]
sbi-ad	[812, 1733, 971, 2178]
gpsc-name: ગુજરાત જાહેર સેવા આયોગ	[423, 1806, 715, 1835]
youtube-icon: ▶	[399, 1987, 414, 2002]
article-subheading: અમિત જોગીને આજીવન કારાવાસની સજા થઈ શકે	[52, 872, 194, 906]
article-paragraph: રમઝાન મહિના દરમિયાન ગંગા નદીમાં ઓગળેલાં હાડકાં મળી આવતાં ભારે ચકચાર મચી ગઈ છે. નદીમાં ભળતાં કેમિકલ અને કચરાના લીધે જળચર જીવો પર ખતરો ઊભો થયો છે. વારાણસીની સ્થાનિક સંસ્થાઓએ આ મામલે ઊંડી તપાસની માગ કરી છે.	[428, 810, 609, 916]
article-paragraph: આ મામલે હાઈકોર્ટે ચુકાદો આપતાં કહ્યું હતું કે કસ્ટડીમાં થયેલું મોત માનવ અધિકારનું હનન છે. પોલીસે જ્યારથી ધરપકડ કરી ત્યારથી મોત સુધીની ઘટનાઓની કડી તપાસમાં બહાર આવી હતી.	[33, 1855, 214, 1945]
gcpl-logo: CP	[1387, 1372, 1418, 1409]
table-cell: ૦૬/૨૦૨૬-૨૭, હિસાબી અધિકારી, વર્ગ-૨	[327, 1900, 483, 1933]
ad-paragraph: ગુજરાત બેડમિન્ટન એસોસિએશન (જેને આગળ 'GBA' તરીકે ઓળખવામાં આવેલ છે)ની માન્યતા અંતર્ગત, કોઈ પણ વ્યક્તિ કે સંસ્થાને GBAના નામનો ઉપયોગ કરવાની પરવાનગી આપવામાં આવી નથી. GBA એ બેડમિન્ટન એસોસિએશન ઓફ ઈન્ડિયા (BAI) દ્વારા માન્ય ગુજરાત રાજ્યની એકમાત્ર સંસ્થા છે.	[822, 1424, 1213, 1461]
ad-paragraph: વધુ વિગત માટે ઉપરોક્ત સરનામે સંપર્ક કરવો.	[824, 1978, 959, 2000]
article-subheading: મસ્જિદ બાંધકામને કારણે મુશ્કેલીમાં મૂકાયેલી ચૂંટણી રદ્દ	[825, 739, 996, 772]
edition-label: (સુરત આવૃત્તિ)	[1519, 32, 1602, 48]
table-row	[489, 1669, 784, 1683]
sugar-date: તા.૦૭.૦૪.૨૦૨૬	[477, 1699, 536, 1710]
table-cell: ૫૬૩૨	[749, 1669, 784, 1683]
qr-label-top: વધુ ગુજરાત સમાચાર માટે	[173, 321, 210, 338]
page-header	[33, 21, 1632, 57]
sarvodaya-time-label: -:: સમય ::-	[1420, 1824, 1478, 1837]
article-subheading: તહેરાનના રહેણાક વિસ્તારો પર હુમલામાં ૧૩ના મોત	[1029, 679, 1193, 713]
bob-notice-title: ટેન્ડર આમંત્રિત કરતી નોટિસ	[1091, 1802, 1259, 1820]
table-header: ગામ	[620, 1626, 667, 1641]
article-paragraph: આખરી ચુકાદા બાદ પરિવારે સંતોષ વ્યક્ત કર્યો હતો. જોકે બચાવ પક્ષે ઉપલી કોર્ટમાં અપીલ કરવાની જાહેરાત કરી છે. કાયદાવિદો આ ચુકાદાને સીમાચિહ્નરૂપ ગણાવે છે.	[230, 1152, 411, 1227]
article-paragraph: બીજી તરફ રશિયા અને ચીને યુદ્ધવિરામ માટે રાજદ્વારી પ્રયાસો તેજ કરવાની હિમાયત કરી છે.	[1421, 664, 1632, 693]
gcpl-former-name: (Formerly known as GCPTCL)	[1425, 1405, 1529, 1414]
article-paragraph: સંયુક્ત રાષ્ટ્રે દરિયાઈ કાયદાના ભંગ અંગે ચેતવણી આપી છે.	[1231, 1655, 1372, 1684]
section-title: રાષ્ટ્રીય/આંતરરાષ્ટ્રીય	[667, 27, 875, 56]
article-paragraph: ૫૦ ટકા ઉછળી ચૂક્યો છે. યુદ્ધના લીધે હોર્મુઝમાંથી પસાર થતાં જહાજોની સંખ્યામાં મોટો ઘટાડો નોંધાયો છે. વીમા કંપનીઓએ દરો બમણા કરી દીધા છે.	[432, 319, 614, 378]
photo-caption: હોલીવુડની જાણીતી ફિલ્મ 'ફાસ્ટ એન્ડ ફ્યુરિયસ'નો સીન યાદ આવે. આ ફિલ્મ સિરીઝમાં એક ફિલ્મ આવી હતી, ફાસ્ટ એન્ડ ફ્યુરિયસ : ટોક્યો ડ્રિફ્ટ. જાપાનના રેસિંગ ગેમને તેમાં ખૂબ જ સુંદર રીતે વર્ણવવામાં આવ્યો છે. હવે, પ્રવાસીઓ પણ જાપાનીઓની જેમ રાજધાની ટોક્યોના જાહેર માર્ગો પર ગો-કાર્ટ ચલાવી 'ટોક્યો ડ્રિફ્ટ'ની મજા માણી શકે છે.	[1014, 454, 1632, 501]
gcpl-address-line1: P.O.- Lakhigam, Via-Dahej,	[1425, 1415, 1525, 1424]
article-subheading: વાંગ્ચુકનું એલાન, વાતચીતમાંથી પાછો નહીં હટું	[37, 1028, 209, 1061]
table-cell: સુમનભાઈ મગનભાઈ પટેલ	[522, 1669, 620, 1683]
sarvodaya-name: ધી સર્વોદય સહકારી બેન્ક લિ.	[1440, 1649, 1593, 1693]
article-heading: દિલ્હી વિધાનસભાની	[645, 890, 787, 910]
article-paragraph: આગામી મહિનાઓમાં અનાજના ભાવ પર પણ તેની અસર દેખાશે તેવી ભીતિ નિષ્ણાતો વ્યક્ત કરી રહ્યા છે.	[828, 477, 1007, 521]
sarvodaya-board-label: બોર્ડ ઓફ ડિરેક્ટર્સ તથા બોર્ડ ઓફ મેનેજમેન્ટ	[1403, 1944, 1607, 1956]
lead-kicker: યુદ્ધના લીધે વૈશ્વિક જીડીપીને ૦.૪ ટકા ફટકો પડશે	[275, 63, 771, 95]
continued-from-front-label: (પહેલા પાનાનું ચાલુ)	[83, 1525, 164, 1537]
article-paragraph: તહેરાનમાંથી લોકો સલામત સ્થળે ભાગી રહ્યાં છે અને હાઈવે પર લાંબી કતારો જોવા મળી રહી છે.	[1018, 819, 1204, 863]
toll-tax-headline-box: યુદ્ધ પછી હોર્મુઝમાંથી કાયમી ધોરણે ટોલ ટેક્સ વસૂલીશું : ઈરાન	[1421, 1011, 1632, 1081]
table-cell: બાલદા	[620, 1669, 667, 1683]
table-cell: ૧	[705, 1669, 749, 1683]
article-paragraph: ઈઝરાયેલે આઈઆરજીસીના ઈન્ટેલિજન્સ ચીફ અને કુદ્સ ફોર્સના સીનિયર કમાન્ડર સહિત ટોચના અધિકારીઓને ઠાર કર્યાનો દાવો કર્યો છે. સાથે જ ઈરાનનાં ત્રણ એરપોર્ટ પર મિસાઈલ હુમલા કરી રનવે ઉડાવી દેવાયા છે.	[1018, 1017, 1204, 1123]
tokyo-drift-photo	[1014, 86, 1632, 443]
badminton-body	[813, 1423, 1223, 1557]
lead-headline-line2: વિશ્વને રૂ.૪૯ લાખ કરોડનું જંગી નુકસાન	[197, 141, 850, 188]
article-paragraph: રાજકીય પક્ષોએ આ નિર્ણય સામે વાંધો ઉઠાવ્યો છે અને ચૂંટણી પંચ સમક્ષ રજૂઆત કરી છે. મામલો હાઈકોર્ટમાં પહોંચે તેવી શક્યતા છે.	[822, 863, 999, 923]
sarvodaya-inaugurator-heading: -:: ઉદ્ઘાટક ::-	[1462, 1780, 1549, 1796]
article-subheading: ઈશારત કરી હાડકાં ગંગામાં નાખવાનો સંડોવાર	[447, 769, 590, 803]
article-heading: હોસ્પિટલોમાં	[80, 1167, 167, 1187]
table-header: શરૂ થવાની તારીખ-સમય	[484, 1880, 635, 1900]
article-paragraph: લદાખના સામાજિક કાર્યકર સોનમ વાંગ્ચુકે કેન્દ્ર સરકાર સાથેની વાતચીતમાંથી પાછા નહીં હટવાનું એલાન કર્યું છે. છઠ્ઠી અનુસૂચિની માગણી સાથે આંદોલન શાંતિપૂર્ણ રીતે ચાલુ રહેશે તેમ તેમણે સ્પષ્ટ કર્યું હતું.	[33, 1069, 214, 1159]
sarvodaya-venue-label: -:: સ્થળ ::-	[1472, 1858, 1538, 1874]
article-heading: દિલ્હીની વાત	[77, 717, 169, 737]
bob-tender-ad	[976, 1733, 1374, 2178]
sarvodaya-president-role: પ્રમુખ	[1417, 1928, 1437, 1938]
article-paragraph: આ વચ્ચે મધ્યસ્થી માટે કતાર અને ઓમાને પ્રયાસો તેજ કર્યા છે. ઈરાને શરતી યુદ્ધવિરામની તૈયારી બતાવી હોવાનું સૂત્રોએ જણાવ્યું છે. જોકે ઈઝરાયેલ હુમલા અટકાવવા તૈયાર નથી.	[1219, 574, 1405, 649]
table-cell: રમેશભાઈ ઉકાભાઈ પટેલ	[522, 1655, 620, 1669]
sugar-coop-ad	[468, 1523, 805, 1789]
lead-column-5	[821, 392, 1014, 529]
sarvodaya-vice-president-name: દિનેશ પી. શાહ	[1553, 1915, 1619, 1927]
article-paragraph: યુદ્ધ પછી હોર્મુઝમાંથી કાયમી ધોરણે ટોલ વસૂલાતની જાહેરાતે તણાવ વધુ ઘેરો બનાવ્યો છે.	[1018, 1184, 1204, 1228]
qr-box	[162, 318, 221, 399]
sarvodaya-inaugurator-name: માનનીયશ્રી પંકજભાઈ કાપડીયા	[1399, 1799, 1612, 1818]
lead-deck: યુદ્ધ હજુ ૬૦થી ૯૦ દિવસ ખેંચાશે તો વિશ્વને નુકશાન છ ગણુ વધીને રૂ.૨૮૨ લાખ કરોડને પાર જવાની શક્યતા : મધ્ય-પૂર્વમાં યુદ્ધથી અમેરિકા અને ઈરાનને ૪૫થી ૫૦ અબજ ડોલરનું નુકસાન થયું	[55, 249, 992, 299]
sugar-coop-address: પો. સરદાર બાગ-૩૯૪૬૦૧, તા.બારડોલી, જી.સુરત.	[549, 1547, 723, 1558]
twitter-icon: X	[361, 1987, 376, 2002]
article-paragraph: સ્પીડ રૂમની બહાર કાર મૂકી ચાલક ફરાર થઈ ગયો હતો. ઘટના બાદ પોલીસે સમગ્ર વિસ્તાર કોર્ડન કરી તપાસ હાથ ધરી હતી. સીસીટીવી ફૂટેજ ચકાસવામાં આવી રહ્યાં છે.	[625, 1110, 806, 1184]
qr-code-icon	[170, 341, 213, 384]
article-paragraph: આ દરમિયાન સોનાના ભાવ નવી ટોચે પહોંચ્યા છે અને ડોલર સામે અનેક ચલણો નબળાં પડ્યાં છે.	[1421, 702, 1632, 746]
lead-kicker-wrap	[33, 63, 1014, 95]
lead-body	[33, 309, 1014, 576]
share-certificate-table	[488, 1626, 784, 1684]
sbi-phone: ફોન : (O) : 2990049 60	[819, 1832, 900, 1842]
